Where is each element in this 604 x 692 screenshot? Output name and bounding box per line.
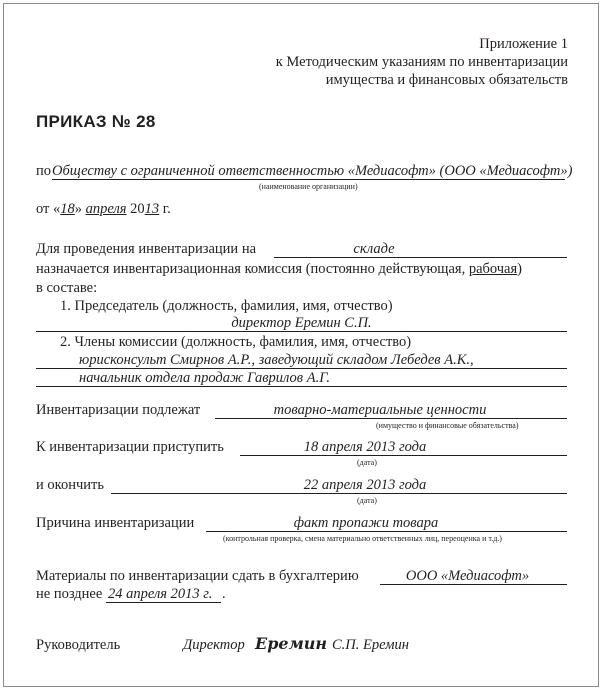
appendix-line-1: Приложение 1 <box>479 36 568 52</box>
materials-recipient: ООО «Медиасофт» <box>405 568 530 584</box>
materials-deadline: 24 апреля 2013 г. <box>108 586 213 602</box>
materials-text-2: не позднее <box>36 586 103 602</box>
reason-value: факт пропажи товара <box>293 515 439 531</box>
commission-text-2-end: ) <box>517 261 523 277</box>
org-name: Обществу с ограниченной ответственностью «Медиасофт» (ООО «Медиасофт») <box>52 163 573 179</box>
order-title: ПРИКАЗ № 28 <box>36 112 156 131</box>
start-hint: (дата) <box>357 458 377 467</box>
subject-label: Инвентаризации подлежат <box>36 402 201 418</box>
start-label: К инвентаризации приступить <box>36 439 224 455</box>
date-month: апреля <box>85 201 127 217</box>
members-value-1: юрисконсульт Смирнов А.Р., заведующий складом Лебедев А.К., <box>79 352 474 368</box>
end-label: и окончить <box>36 477 104 493</box>
materials-text-1: Материалы по инвентаризации сдать в бухгалтерию <box>36 568 359 584</box>
handwritten-signature: Еремин <box>255 634 328 653</box>
appendix-line-3: имущества и финансовых обязательств <box>325 72 568 88</box>
org-prefix: по <box>36 163 52 179</box>
commission-text-3: в составе: <box>36 280 98 296</box>
appendix-line-2: к Методическим указаниям по инвентаризации <box>275 54 568 70</box>
chair-label: 1. Председатель (должность, фамилия, имя, отчество) <box>60 298 393 314</box>
chair-value: директор Еремин С.П. <box>231 315 372 331</box>
date-year-pre: 20 <box>130 201 145 217</box>
date-suffix: г. <box>162 201 171 217</box>
commission-place: складе <box>353 241 395 257</box>
end-value: 22 апреля 2013 года <box>303 477 427 493</box>
signature-position: Директор <box>183 637 245 653</box>
subject-hint: (имущество и финансовые обязательства) <box>376 421 519 430</box>
commission-type: рабочая <box>468 261 518 277</box>
commission-text-2-main: назначается инвентаризационная комиссия (постоянно действующая, <box>36 261 466 277</box>
reason-hint: (контрольная проверка, смена материально ответственных лиц, переоценка и т.д.) <box>223 534 502 543</box>
date-day: 18 <box>60 201 75 217</box>
signature-name: С.П. Еремин <box>332 637 409 653</box>
start-value: 18 апреля 2013 года <box>303 439 427 455</box>
commission-text-2 <box>36 261 522 278</box>
end-hint: (дата) <box>357 496 377 505</box>
org-hint: (наименование организации) <box>259 182 358 191</box>
date-year-post: 13 <box>144 201 160 217</box>
date-mid: » <box>74 201 83 217</box>
order-date <box>36 201 171 218</box>
commission-text-1: Для проведения инвентаризации на <box>36 241 257 257</box>
subject-value: товарно-материальные ценности <box>273 402 487 418</box>
reason-label: Причина инвентаризации <box>36 515 195 531</box>
signature-label: Руководитель <box>36 637 121 653</box>
members-value-2: начальник отдела продаж Гаврилов А.Г. <box>79 370 330 386</box>
materials-text-2-end: . <box>222 586 226 602</box>
date-prefix: от « <box>36 201 61 217</box>
members-label: 2. Члены комиссии (должность, фамилия, имя, отчество) <box>60 334 412 350</box>
